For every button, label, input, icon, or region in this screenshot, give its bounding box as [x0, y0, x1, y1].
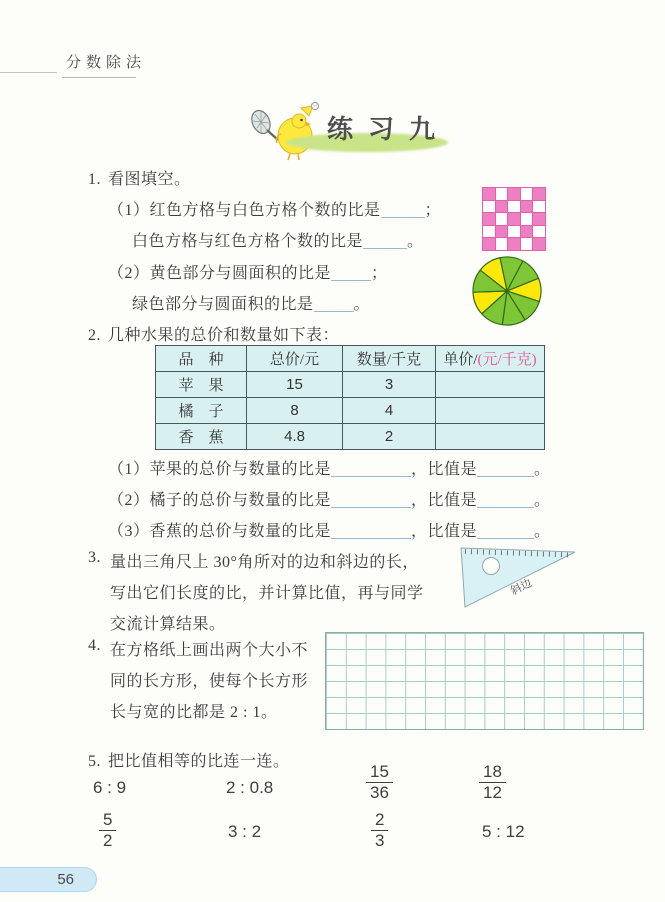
- ratio-item: 6 : 9: [93, 778, 127, 797]
- fraction-item: $\frac{18}{12}$: [479, 762, 506, 802]
- fruit-name: 香 蕉: [156, 424, 247, 450]
- blank-line: [331, 265, 371, 281]
- q1-part1-line2: 白色方格与红色方格个数的比是 。: [132, 233, 424, 250]
- fruit-qty: 3: [343, 372, 436, 398]
- q4-line3: 长与宽的比都是 2 : 1。: [110, 704, 278, 721]
- blank-line: [363, 233, 407, 249]
- blank-line: [477, 461, 534, 477]
- blank-line: [314, 296, 354, 312]
- q2-sub-3: （3）香蕉的总价与数量的比是 ，比值是 。: [108, 523, 551, 540]
- q4-number: 4.: [88, 637, 101, 654]
- blank-line: [477, 492, 534, 508]
- blank-line: [477, 523, 534, 539]
- fraction-item: $\frac{15}{36}$: [366, 762, 393, 802]
- page-number-badge: 56: [0, 867, 97, 892]
- q3-number: 3.: [88, 549, 101, 566]
- fruit-name: 橘 子: [156, 398, 247, 424]
- q3-line2: 写出它们长度的比，并计算比值，再与同学: [110, 585, 424, 602]
- col-header-unitprice: 单价/(元/千克): [436, 346, 545, 372]
- chick-mascot-icon: [243, 96, 335, 162]
- chapter-underline: [62, 77, 136, 78]
- col-header-kind: 品 种: [156, 346, 247, 372]
- triangle-ruler-figure: [458, 543, 582, 613]
- fruit-qty: 4: [343, 398, 436, 424]
- fruit-unitprice: [436, 424, 545, 450]
- q2-intro: 2. 几种水果的总价和数量如下表：: [88, 327, 340, 344]
- q3-line1: 量出三角尺上 30°角所对的边和斜边的长，: [110, 554, 419, 571]
- ratio-item: 2 : 0.8: [226, 778, 274, 797]
- q2-number: 2.: [88, 327, 101, 344]
- blank-line: [381, 202, 425, 218]
- table-row: [156, 398, 545, 424]
- q2-sub-2: （2）橘子的总价与数量的比是 ，比值是 。: [108, 492, 551, 509]
- col-header-qty: 数量/千克: [343, 346, 436, 372]
- fruit-unitprice: [436, 372, 545, 398]
- fruit-qty: 2: [343, 424, 436, 450]
- fruit-total: 15: [247, 372, 343, 398]
- hypotenuse-label: 斜边: [508, 577, 534, 598]
- ratio-item: 3 : 2: [228, 822, 262, 841]
- blank-line: [331, 492, 411, 508]
- q1-part1-line1: （1）红色方格与白色方格个数的比是 ；: [108, 202, 442, 219]
- fruit-unitprice: [436, 398, 545, 424]
- fraction-item: $\frac{2}{3}$: [371, 810, 388, 850]
- q1-intro: 1. 看图填空。: [88, 171, 191, 188]
- q4-line1: 在方格纸上画出两个大小不: [110, 642, 309, 659]
- fraction-item: $\frac{5}{2}$: [99, 810, 116, 850]
- table-row: [156, 372, 545, 398]
- header-rule-left: [0, 72, 57, 73]
- pie-chart-figure: [471, 255, 543, 327]
- table-row: [156, 424, 545, 450]
- q2-sub-1: （1）苹果的总价与数量的比是 ，比值是 。: [108, 461, 551, 478]
- q5-number: 5.: [88, 753, 101, 770]
- blank-line: [331, 523, 411, 539]
- table-header-row: [156, 346, 545, 372]
- grid-paper-figure: [325, 632, 644, 730]
- checkerboard-figure: [482, 187, 546, 251]
- col-header-total: 总价/元: [247, 346, 343, 372]
- chapter-header: 分数除法: [66, 55, 147, 71]
- blank-line: [331, 461, 411, 477]
- ratio-item: 5 : 12: [482, 822, 525, 841]
- fruit-total: 4.8: [247, 424, 343, 450]
- q1-part2-line2: 绿色部分与圆面积的比是 。: [132, 296, 371, 313]
- fruit-total: 8: [247, 398, 343, 424]
- q1-number: 1.: [88, 171, 101, 188]
- exercise-title: 练习九: [327, 115, 451, 144]
- q1-part2-line1: （2）黄色部分与圆面积的比是 ；: [108, 265, 388, 282]
- q4-line2: 同的长方形，使每个长方形: [110, 673, 309, 690]
- q5-intro: 5. 把比值相等的比连一连。: [88, 753, 290, 770]
- q3-line3: 交流计算结果。: [110, 616, 226, 633]
- fruit-name: 苹 果: [156, 372, 247, 398]
- fruit-table: [155, 345, 545, 450]
